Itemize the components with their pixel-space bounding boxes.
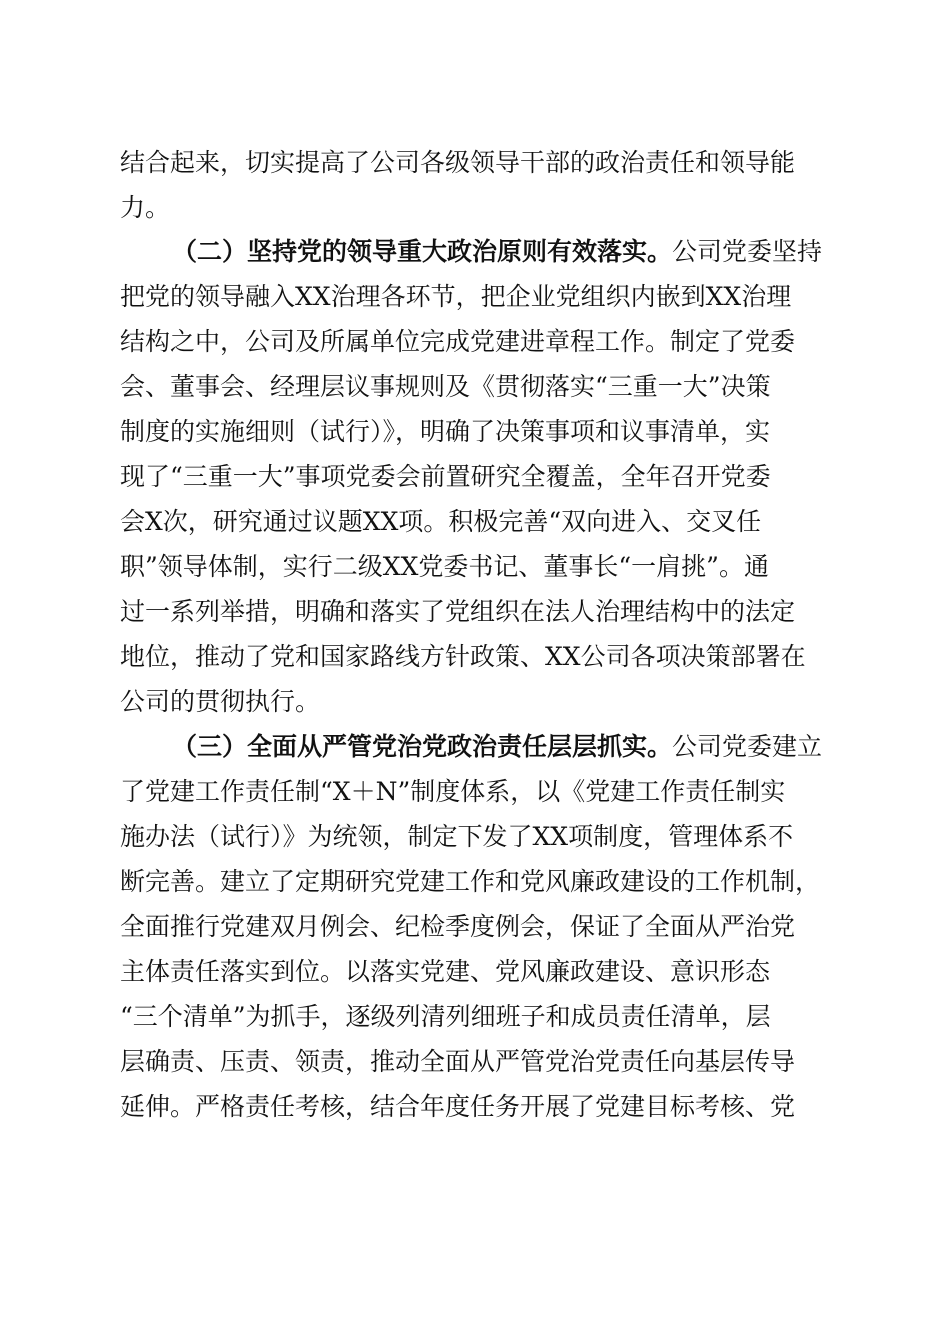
text-line (120, 952, 770, 992)
text-line (120, 1087, 795, 1127)
text-line (120, 862, 820, 902)
line-text: 力。 (120, 193, 171, 222)
text-line (120, 547, 769, 587)
line-text: 公司的贯彻执行。 (120, 687, 321, 716)
text-line (172, 232, 822, 272)
text-line (120, 682, 320, 722)
line-text: 公司党委建立 (672, 732, 823, 761)
text-line (172, 727, 822, 767)
line-text: 过一系列举措，明确和落实了党组织在法人治理结构中的法定 (120, 597, 796, 626)
text-line (120, 817, 793, 857)
line-text: 延伸。严格责任考核，结合年度任务开展了党建目标考核、党 (120, 1092, 796, 1121)
text-line (120, 143, 795, 183)
text-line (120, 907, 795, 947)
line-text: 地位，推动了党和国家路线方针政策、XX公司各项决策部署在 (120, 642, 806, 671)
line-text: 公司党委坚持 (672, 237, 823, 266)
line-text: 把党的领导融入XX治理各环节，把企业党组织内嵌到XX治理 (120, 282, 792, 311)
section-heading: （二）坚持党的领导重大政治原则有效落实。 (172, 237, 673, 266)
line-text: 了党建工作责任制“X＋N”制度体系，以《党建工作责任制实 (120, 777, 786, 806)
text-line (120, 457, 771, 497)
line-text: 层确责、压责、领责，推动全面从严管党治党责任向基层传导 (120, 1047, 796, 1076)
text-line (120, 1042, 795, 1082)
section-heading: （三）全面从严管党治党政治责任层层抓实。 (172, 732, 673, 761)
line-text: 断完善。建立了定期研究党建工作和党风廉政建设的工作机制， (120, 867, 821, 896)
line-text: 制度的实施细则（试行）》，明确了决策事项和议事清单，实 (120, 417, 771, 446)
text-line (120, 322, 795, 362)
text-line (120, 637, 806, 677)
text-line (120, 592, 795, 632)
text-line (120, 367, 771, 407)
line-text: 结合起来，切实提高了公司各级领导干部的政治责任和领导能 (120, 148, 796, 177)
text-line (120, 188, 170, 228)
line-text: 会、董事会、经理层议事规则及《贯彻落实“三重一大”决策 (120, 372, 771, 401)
line-text: 主体责任落实到位。以落实党建、党风廉政建设、意识形态 (120, 957, 771, 986)
text-line (120, 502, 761, 542)
text-line (120, 997, 771, 1037)
line-text: 现了“三重一大”事项党委会前置研究全覆盖，全年召开党委 (120, 462, 771, 491)
text-line (120, 412, 770, 452)
line-text: 会X次，研究通过议题XX项。积极完善“双向进入、交叉任 (120, 507, 762, 536)
line-text: “三个清单”为抓手，逐级列清列细班子和成员责任清单，层 (120, 1002, 771, 1031)
line-text: 全面推行党建双月例会、纪检季度例会，保证了全面从严治党 (120, 912, 796, 941)
text-line (120, 772, 785, 812)
line-text: 结构之中，公司及所属单位完成党建进章程工作。制定了党委 (120, 327, 796, 356)
line-text: 施办法（试行）》为统领，制定下发了XX项制度，管理体系不 (120, 822, 794, 851)
line-text: 职”领导体制，实行二级XX党委书记、董事长“一肩挑”。通 (120, 552, 769, 581)
text-line (120, 277, 791, 317)
